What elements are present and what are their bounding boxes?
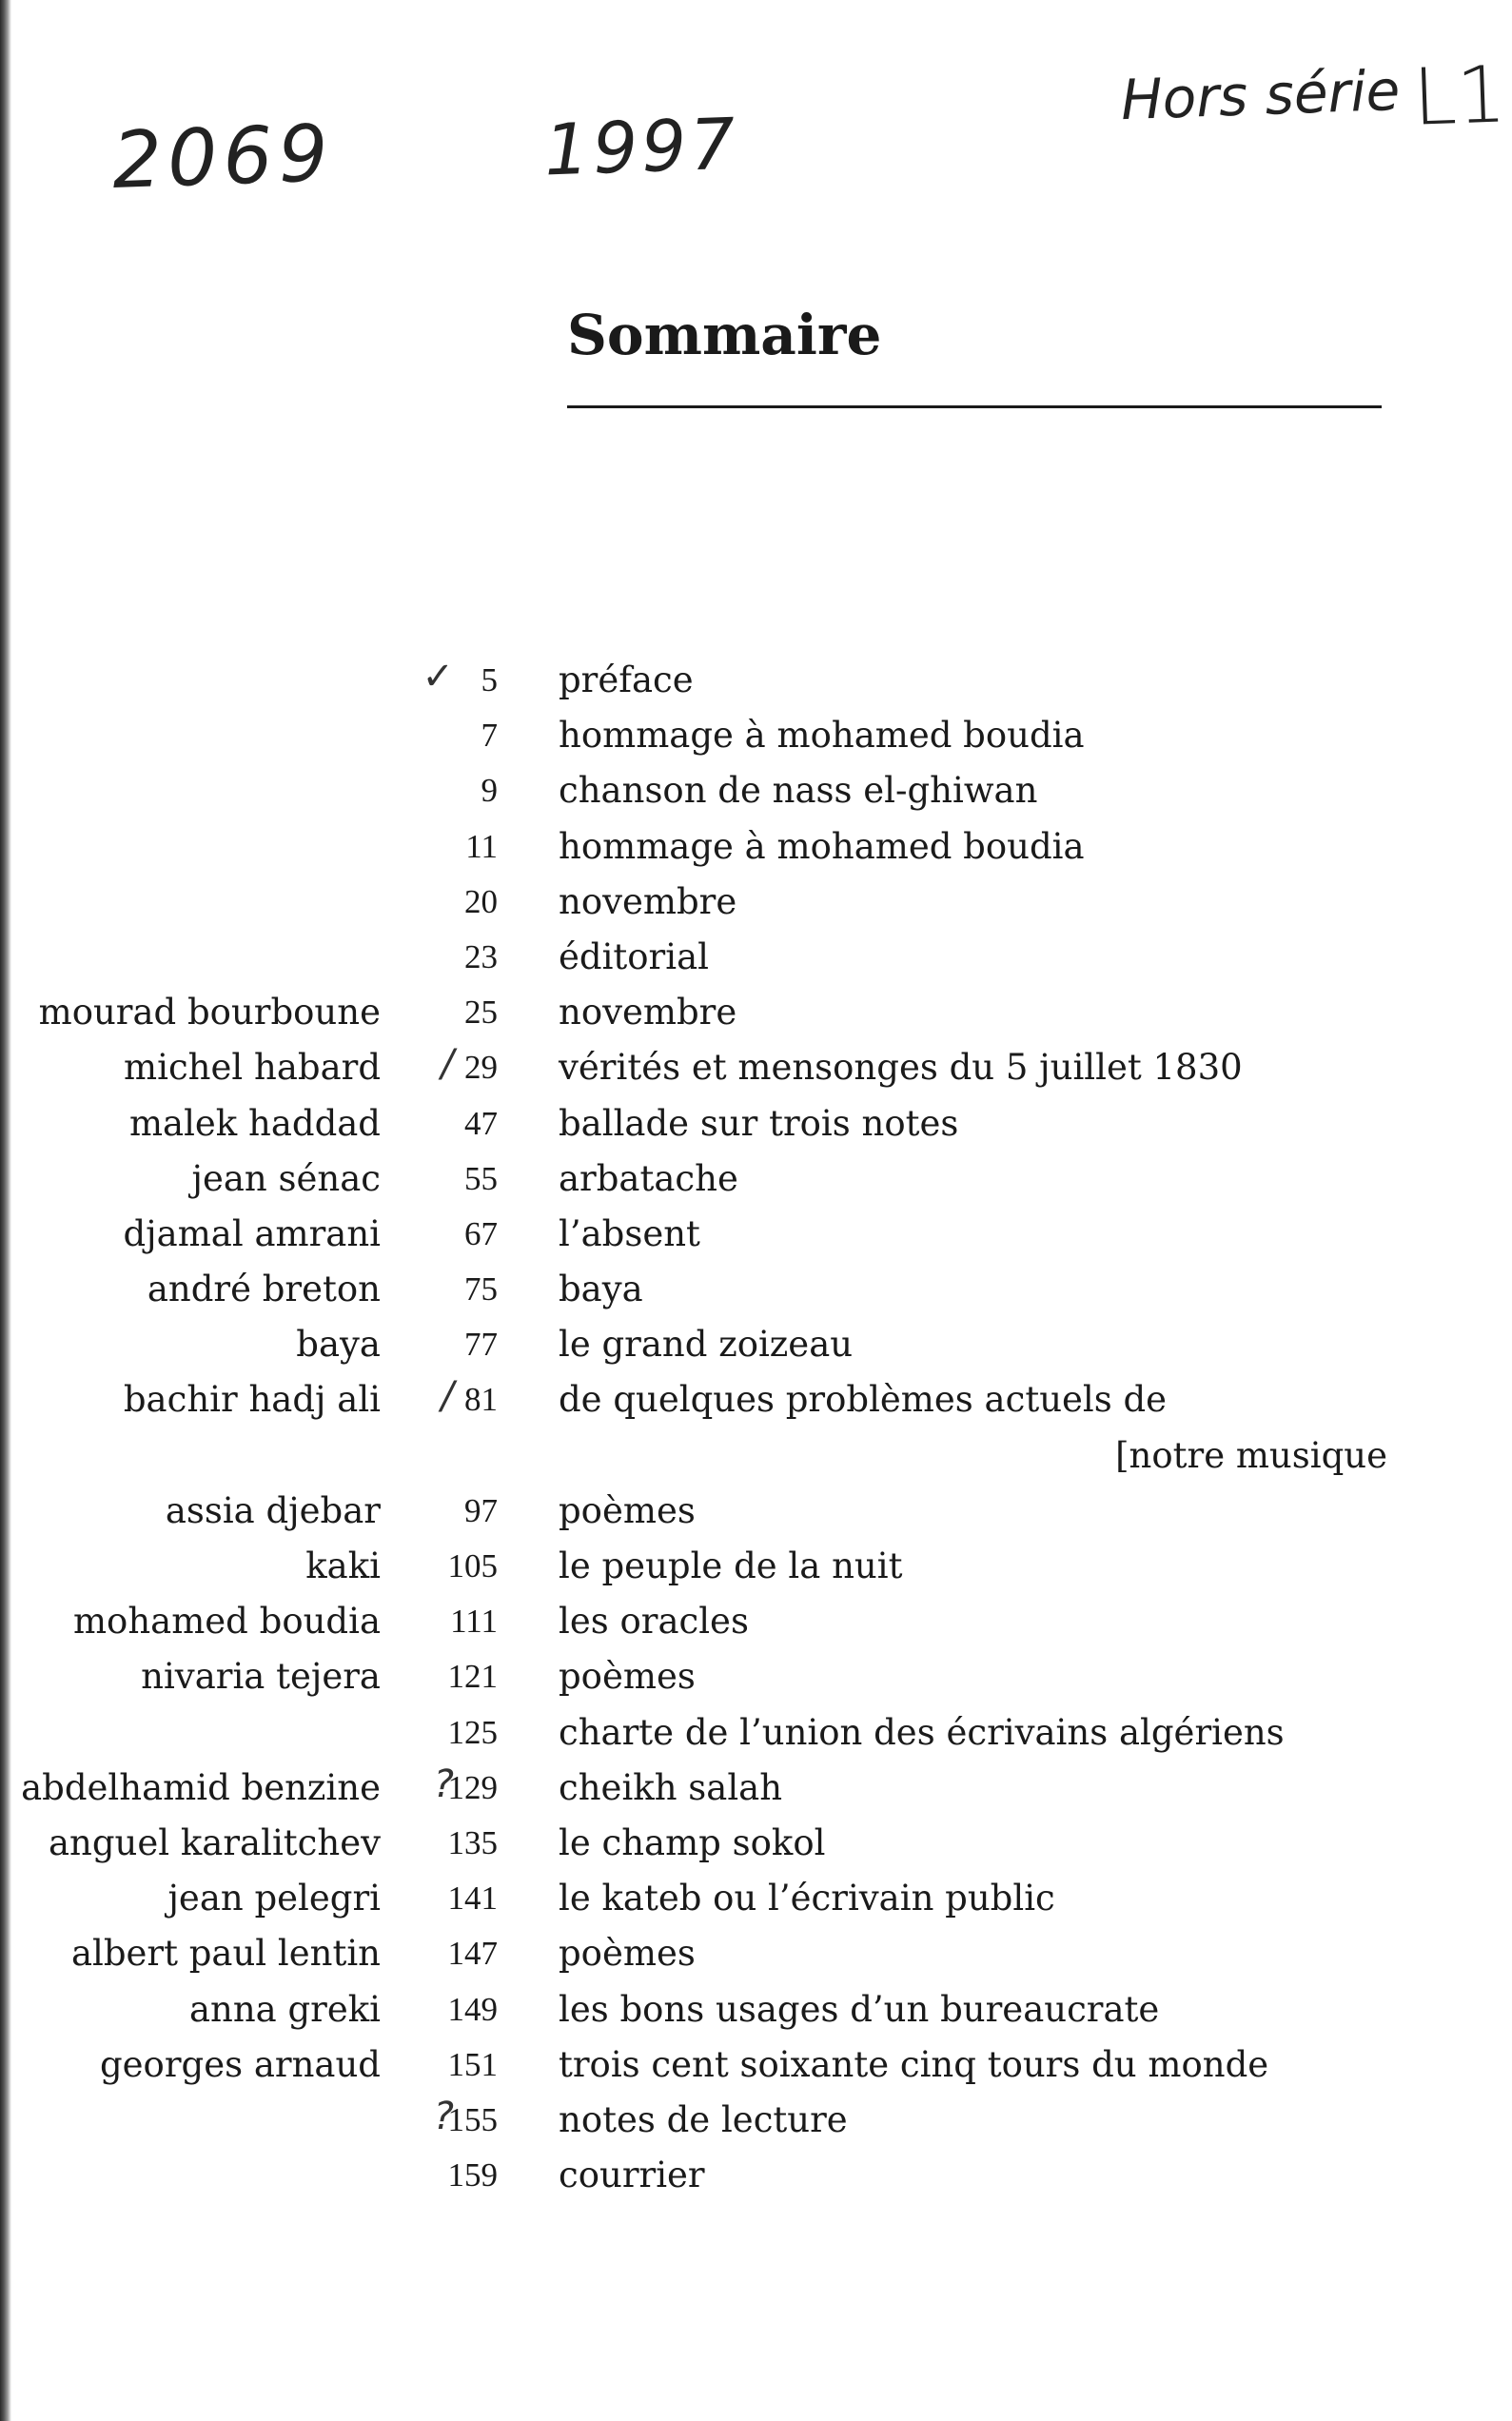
toc-entry-title: ballade sur trois notes <box>559 1102 959 1144</box>
toc-page-number: 151 <box>447 2045 498 2083</box>
toc-entry-title: poèmes <box>559 1489 696 1531</box>
toc-row <box>0 1428 1512 1484</box>
toc-page-number: 75 <box>464 1270 498 1309</box>
toc-row <box>0 819 1512 875</box>
toc-page-number: 129 <box>447 1768 498 1806</box>
toc-author: anguel karalitchev <box>48 1821 381 1863</box>
toc-page-number: 125 <box>447 1713 498 1751</box>
toc-page-number: 147 <box>447 1935 498 1973</box>
toc-author: mohamed boudia <box>72 1601 381 1643</box>
toc-page-number: 67 <box>464 1214 498 1252</box>
toc-page-number: 141 <box>447 1880 498 1918</box>
toc-page-number: 25 <box>464 994 498 1032</box>
toc-author: abdelhamid benzine <box>21 1766 381 1808</box>
toc-author: mourad bourboune <box>38 992 381 1033</box>
table-of-contents <box>0 653 1512 2203</box>
toc-author: baya <box>296 1324 381 1366</box>
toc-entry-title: préface <box>559 659 694 700</box>
toc-page-number: 81 <box>464 1381 498 1419</box>
toc-row <box>0 930 1512 985</box>
toc-page-number: 97 <box>464 1491 498 1529</box>
toc-entry-continuation: [notre musique <box>1115 1434 1387 1476</box>
toc-page-number: 149 <box>447 1990 498 2028</box>
title-underline <box>567 405 1382 408</box>
handwritten-year: 1997 <box>542 103 740 192</box>
toc-entry-title: éditorial <box>559 935 709 977</box>
toc-page-number: 23 <box>464 937 498 975</box>
toc-row <box>0 1207 1512 1262</box>
toc-entry-title: novembre <box>559 992 737 1033</box>
toc-row <box>0 1040 1512 1095</box>
toc-row <box>0 1151 1512 1207</box>
toc-row <box>0 1484 1512 1539</box>
toc-entry-title: poèmes <box>559 1656 696 1698</box>
toc-row <box>0 1262 1512 1317</box>
toc-entry-title: cheikh salah <box>559 1766 783 1808</box>
toc-page-number: 77 <box>464 1326 498 1364</box>
toc-row <box>0 1317 1512 1372</box>
toc-author: michel habard <box>124 1047 381 1089</box>
handwritten-margin-mark: / <box>441 1374 454 1419</box>
toc-row <box>0 1871 1512 1926</box>
toc-author: georges arnaud <box>99 2043 381 2085</box>
toc-page-number: 47 <box>464 1104 498 1142</box>
toc-entry-title: poèmes <box>559 1933 696 1975</box>
toc-entry-title: vérités et mensonges du 5 juillet 1830 <box>559 1047 1243 1089</box>
handwritten-volume-label: L1 <box>1411 49 1508 144</box>
handwritten-margin-mark: ✓ <box>422 655 454 699</box>
toc-page-number: 111 <box>450 1603 498 1641</box>
toc-author: assia djebar <box>165 1489 381 1531</box>
handwritten-series-note: Hors série <box>1119 57 1402 133</box>
toc-row <box>0 1926 1512 1981</box>
toc-page-number: 29 <box>464 1049 498 1087</box>
toc-page-number: 121 <box>447 1658 498 1696</box>
toc-page-number: 20 <box>464 882 498 920</box>
toc-entry-title: le peuple de la nuit <box>559 1545 903 1586</box>
toc-entry-title: hommage à mohamed boudia <box>559 825 1085 867</box>
toc-entry-title: le kateb ou l’écrivain public <box>559 1878 1055 1919</box>
toc-row <box>0 1372 1512 1427</box>
toc-row <box>0 1816 1512 1871</box>
toc-row <box>0 1649 1512 1704</box>
toc-page-number: 9 <box>481 772 498 810</box>
toc-author: malek haddad <box>128 1102 381 1144</box>
toc-entry-title: de quelques problèmes actuels de <box>559 1379 1168 1421</box>
toc-entry-title: arbatache <box>559 1157 738 1199</box>
toc-entry-title: le grand zoizeau <box>559 1324 854 1366</box>
toc-page-number: 55 <box>464 1159 498 1197</box>
toc-entry-title: baya <box>559 1269 643 1310</box>
toc-entry-title: les oracles <box>559 1601 749 1643</box>
toc-author: djamal amrani <box>123 1212 381 1254</box>
handwritten-margin-mark: ? <box>433 1762 454 1806</box>
toc-entry-title: les bons usages d’un bureaucrate <box>559 1988 1160 2030</box>
toc-row <box>0 985 1512 1040</box>
toc-row <box>0 653 1512 708</box>
toc-row <box>0 875 1512 930</box>
toc-page-number: 135 <box>447 1823 498 1861</box>
toc-row <box>0 2093 1512 2148</box>
toc-entry-title: charte de l’union des écrivains algériens <box>559 1711 1285 1753</box>
toc-row <box>0 2037 1512 2093</box>
toc-page-number: 105 <box>447 1547 498 1584</box>
toc-row <box>0 1761 1512 1816</box>
toc-entry-title: courrier <box>559 2155 705 2196</box>
toc-row <box>0 763 1512 818</box>
toc-author: bachir hadj ali <box>123 1379 381 1421</box>
toc-row <box>0 1594 1512 1649</box>
page-title: Sommaire <box>567 303 882 367</box>
handwritten-catalog-number: 2069 <box>110 108 336 207</box>
toc-row <box>0 708 1512 763</box>
toc-row <box>0 2148 1512 2203</box>
toc-entry-title: notes de lecture <box>559 2098 848 2140</box>
toc-author: nivaria tejera <box>141 1656 381 1698</box>
toc-author: jean sénac <box>191 1157 381 1199</box>
toc-entry-title: l’absent <box>559 1212 700 1254</box>
toc-author: anna greki <box>188 1988 381 2030</box>
toc-author: albert paul lentin <box>70 1933 381 1975</box>
toc-author: kaki <box>305 1545 381 1586</box>
toc-author: andré breton <box>147 1269 381 1310</box>
toc-page-number: 11 <box>465 827 498 865</box>
handwritten-margin-mark: ? <box>433 2094 454 2138</box>
toc-page-number: 5 <box>481 661 498 699</box>
toc-entry-title: trois cent soixante cinq tours du monde <box>559 2043 1269 2085</box>
toc-entry-title: novembre <box>559 880 737 922</box>
handwritten-margin-mark: / <box>441 1042 454 1087</box>
toc-row <box>0 1096 1512 1151</box>
toc-author: jean pelegri <box>167 1878 381 1919</box>
toc-page-number: 155 <box>447 2100 498 2138</box>
toc-entry-title: hommage à mohamed boudia <box>559 715 1085 757</box>
toc-entry-title: le champ sokol <box>559 1821 826 1863</box>
toc-row <box>0 1539 1512 1594</box>
toc-page-number: 7 <box>481 717 498 755</box>
toc-row <box>0 1982 1512 2037</box>
toc-entry-title: chanson de nass el-ghiwan <box>559 770 1038 812</box>
toc-row <box>0 1705 1512 1761</box>
toc-page-number: 159 <box>447 2156 498 2195</box>
